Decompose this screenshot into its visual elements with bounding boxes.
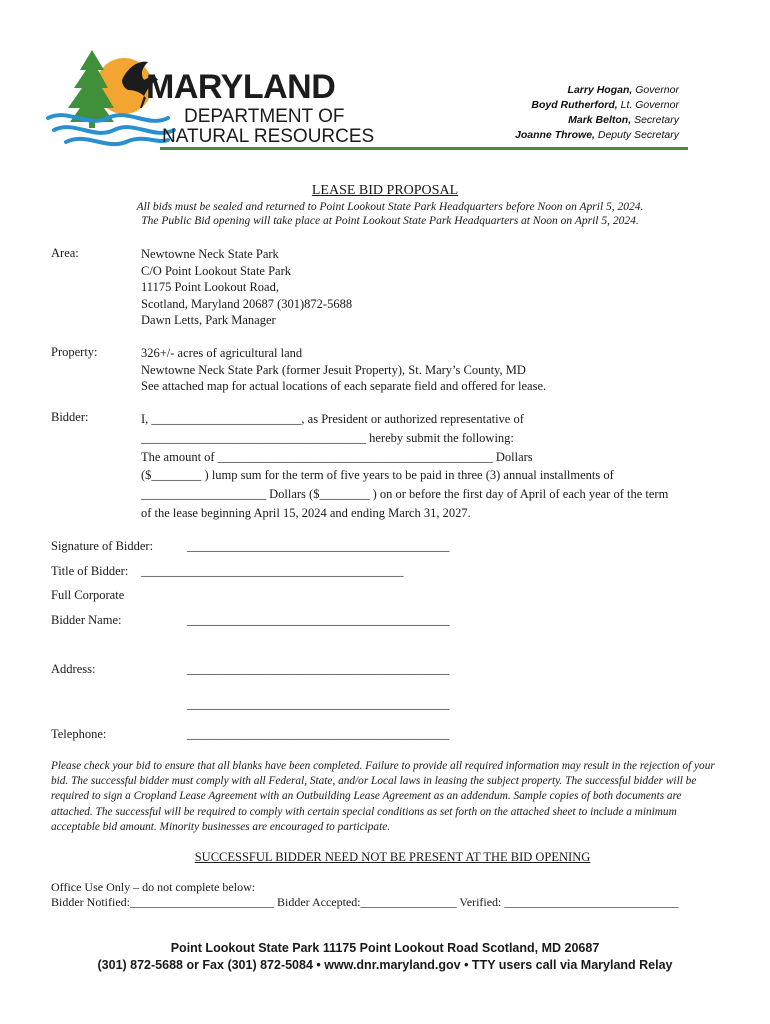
property-block: 326+/- acres of agricultural land Newtowne Neck State Park (former Jesuit Property), St. Mary’s County, MD See attached map for actual locations of each separate field and offered for lease. bbox=[141, 346, 547, 394]
footer-contact: (301) 872-5688 or Fax (301) 872-5084 • www.dnr.maryland.gov • TTY users call via Maryland Relay bbox=[97, 958, 673, 972]
address-line-2[interactable]: __________________________________________ bbox=[187, 697, 450, 711]
office-line[interactable]: Bidder Notified:________________________ Bidder Accepted:________________ Verified: _____________________________ bbox=[51, 895, 679, 909]
officials-list bbox=[515, 83, 679, 143]
area-block: Newtowne Neck State Park C/O Point Lookout State Park 11175 Point Lookout Road, Scotland, Maryland 20687 (301)872-5688 Dawn Letts, Park Manager bbox=[141, 247, 353, 328]
page-title: LEASE BID PROPOSAL bbox=[311, 183, 459, 198]
notice-center: SUCCESSFUL BIDDER NEED NOT BE PRESENT AT THE BID OPENING bbox=[194, 850, 591, 864]
official-row: Boyd Rutherford, Lt. Governor bbox=[531, 99, 679, 111]
dnr-logo bbox=[44, 46, 394, 150]
area-label: Area: bbox=[51, 246, 79, 260]
title-label: Title of Bidder: bbox=[51, 564, 129, 578]
signature-line[interactable]: __________________________________________ bbox=[187, 539, 450, 553]
address-label: Address: bbox=[51, 662, 96, 676]
bidder-name-line[interactable]: __________________________________________ bbox=[187, 613, 450, 627]
telephone-label: Telephone: bbox=[51, 727, 107, 741]
property-label: Property: bbox=[51, 345, 98, 359]
title-line[interactable]: __________________________________________ bbox=[141, 564, 404, 578]
telephone-line[interactable]: __________________________________________ bbox=[187, 727, 450, 741]
bidder-name-label: Bidder Name: bbox=[51, 613, 122, 627]
official-row: Larry Hogan, Governor bbox=[567, 84, 679, 96]
bidder-block: I, ________________________, as President or authorized representative of ____________________________________ hereby submit the following: The amount of ____________________________________________ Dollars ($________ ) lump sum for the term of five years to be paid in three (3) annual installments of ____________________ Dollars ($________ ) on or before the first day of April of each year of the term of the lease beginning April 15, 2024 and ending March 31, 2027. bbox=[141, 412, 669, 520]
notice-paragraph: Please check your bid to ensure that all blanks have been completed. Failure to provide all required information may result in the rejection of your bid. The successful bidder must comply with all Federal, State, and/or Local laws in leasing the subject property. The successful bidder will be required to sign a Cropland Lease Agreement with an Outbuilding Lease Agreement as an addendum. Sample copies of both documents are attached. The successful will be required to comply with certain special conditions as set forth on the attached sheet to include a minimum acceptable bid amount. Minority businesses are encouraged to participate. bbox=[51, 760, 715, 833]
official-row: Mark Belton, Secretary bbox=[568, 114, 679, 126]
logo-line1: MARYLAND bbox=[146, 68, 336, 106]
logo-line2: DEPARTMENT OF bbox=[184, 106, 345, 127]
subtitle-deadline: All bids must be sealed and returned to Point Lookout State Park Headquarters before Noon on April 5, 2024. bbox=[136, 201, 644, 213]
footer-address: Point Lookout State Park 11175 Point Lookout Road Scotland, MD 20687 bbox=[170, 941, 600, 955]
header-rule bbox=[160, 147, 688, 150]
bidder-label: Bidder: bbox=[51, 410, 89, 424]
official-row: Joanne Throwe, Deputy Secretary bbox=[515, 129, 679, 141]
office-heading: Office Use Only – do not complete below: bbox=[51, 880, 256, 894]
signature-label: Signature of Bidder: bbox=[51, 539, 154, 553]
subtitle-opening: The Public Bid opening will take place at Point Lookout State Park Headquarters at Noon on April 5, 2024. bbox=[141, 215, 639, 227]
address-line-1[interactable]: __________________________________________ bbox=[187, 662, 450, 676]
logo-line3: NATURAL RESOURCES bbox=[162, 126, 375, 147]
corporate-label: Full Corporate bbox=[51, 588, 125, 602]
